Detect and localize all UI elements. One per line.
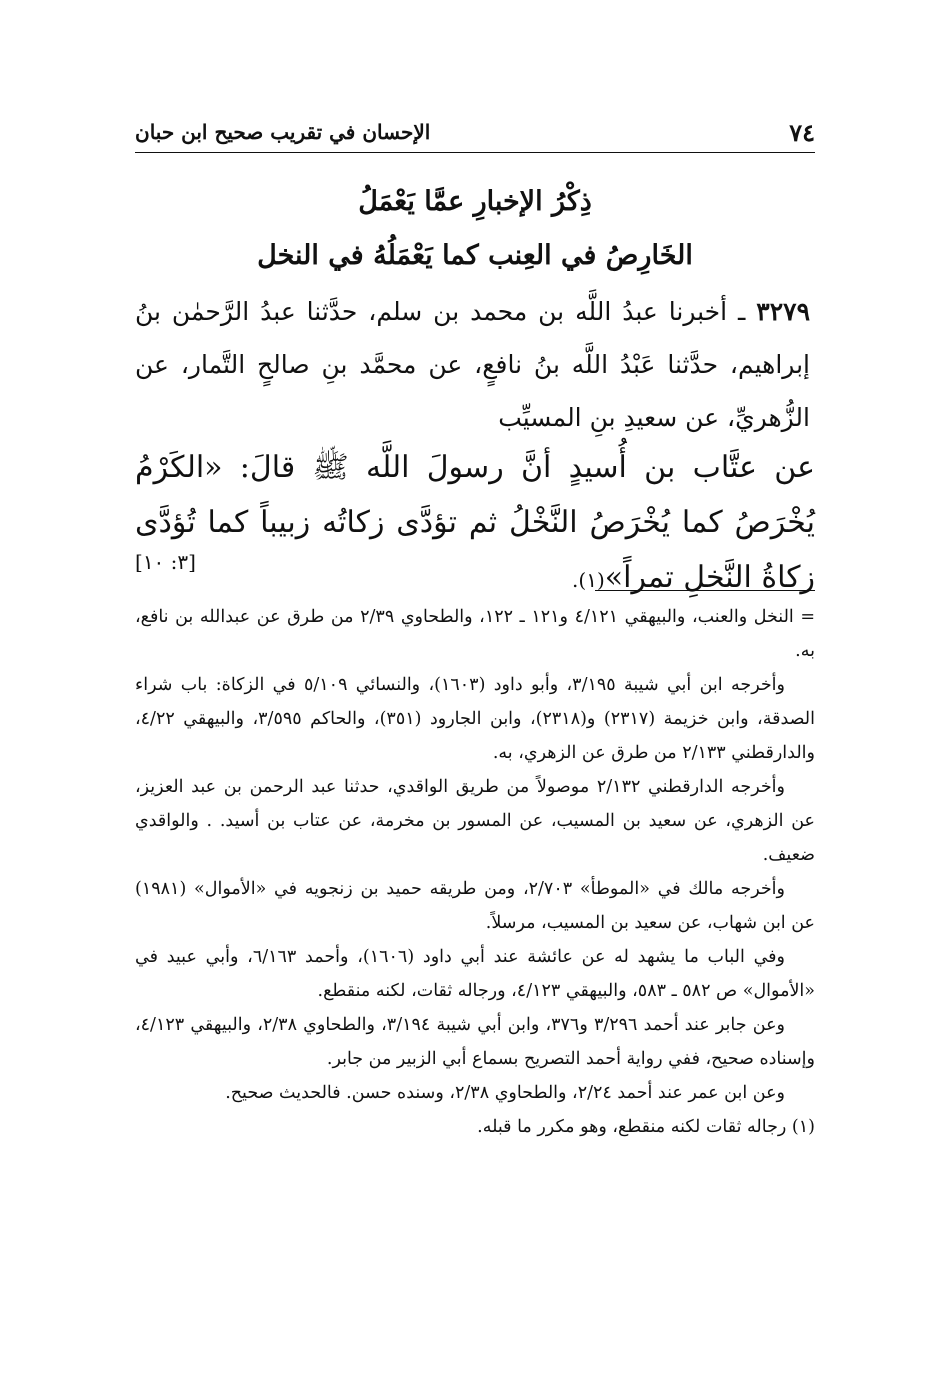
running-head (135, 118, 815, 152)
hadith-matn (135, 440, 815, 608)
heading-line-1: ذِكْرُ الإخبارِ عمَّا يَعْمَلُ (358, 186, 592, 217)
book-title: الإحسان في تقريب صحيح ابن حبان (135, 120, 431, 144)
footnote-paragraph: = النخل والعنب، والبيهقي ٤/١٢١ و١٢١ ـ ١٢٢، والطحاوي ٢/٣٩ من طرق عن عبدالله بن نافع، به. (135, 607, 816, 661)
footnote-separator (595, 590, 815, 591)
header-rule (135, 152, 815, 153)
chapter-heading (135, 175, 815, 283)
isnad-text: ـ أخبرنا عبدُ اللَّه بن محمد بن سلم، حدَّثنا عبدُ الرَّحمٰن بنُ إبراهيم، حدَّثنا عَبْدُ اللَّه بنُ نافعٍ، عن محمَّد بنِ صالحٍ التَّمار، عن الزُّهريِّ، عن سعيدِ بنِ المسيِّب (135, 297, 810, 432)
footnotes (135, 600, 815, 1144)
footnote-paragraph: وأخرجه ابن أبي شيبة ٣/١٩٥، وأبو داود (١٦٠٣)، والنسائي ٥/١٠٩ في الزكاة: باب شراء الصدقة، وابن خزيمة (٢٣١٧) و(٢٣١٨)، وابن الجارود (٣٥١)، والحاكم ٣/٥٩٥، والبيهقي ٤/٢٢، والدارقطني ٢/١٣٣ من طرق عن الزهري، به. (135, 675, 816, 763)
hadith-isnad (135, 285, 810, 444)
matn-text: عن عتَّاب بن أُسيدٍ أنَّ رسولَ اللَّه ﷺ قالَ: «الكَرْمُ يُخْرَصُ كما يُخْرَصُ النَّخْلُ ثم تؤدَّى زكاتُه زبيباً كما تُؤدَّى زكاةُ النَّخلِ تمراً» (135, 450, 815, 595)
footnote-marker: (١). (572, 568, 605, 592)
page-number: ٧٤ (789, 118, 815, 147)
hadith-number: ٣٢٧٩ (756, 297, 810, 326)
footnote-paragraph: وأخرجه الدارقطني ٢/١٣٢ موصولاً من طريق الواقدي، حدثنا عبد الرحمن بن عبد العزيز، عن الزهري، عن سعيد بن المسيب، عن المسور بن مخرمة، عن عتاب بن أسيد. . والواقدي ضعيف. (135, 777, 815, 865)
footnote-paragraph: وأخرجه مالك في «الموطأ» ٢/٧٠٣، ومن طريقه حميد بن زنجويه في «الأموال» (١٩٨١) عن ابن شهاب، عن سعيد بن المسيب، مرسلاً. (135, 879, 815, 933)
footnote-paragraph: وفي الباب ما يشهد له عن عائشة عند أبي داود (١٦٠٦)، وأحمد ٦/١٦٣، وأبي عبيد في «الأموال» ص ٥٨٢ ـ ٥٨٣، والبيهقي ٤/١٢٣، ورجاله ثقات، لكنه منقطع. (135, 947, 815, 1001)
heading-line-2: الخَارِصُ في العِنب كما يَعْمَلُهُ في النخل (257, 240, 693, 271)
footnote-1: (١) رجاله ثقات لكنه منقطع، وهو مكرر ما قبله. (477, 1117, 815, 1137)
footnote-paragraph: وعن ابن عمر عند أحمد ٢/٢٤، والطحاوي ٢/٣٨، وسنده حسن. فالحديث صحيح. (225, 1083, 785, 1103)
footnote-paragraph: وعن جابر عند أحمد ٣/٢٩٦ و٣٧٦، وابن أبي شيبة ٣/١٩٤، والطحاوي ٢/٣٨، والبيهقي ٤/١٢٣، وإسناده صحيح، ففي رواية أحمد التصريح بسماع أبي الزبير من جابر. (135, 1015, 815, 1069)
source-reference: [٣: ١٠] (135, 550, 196, 574)
